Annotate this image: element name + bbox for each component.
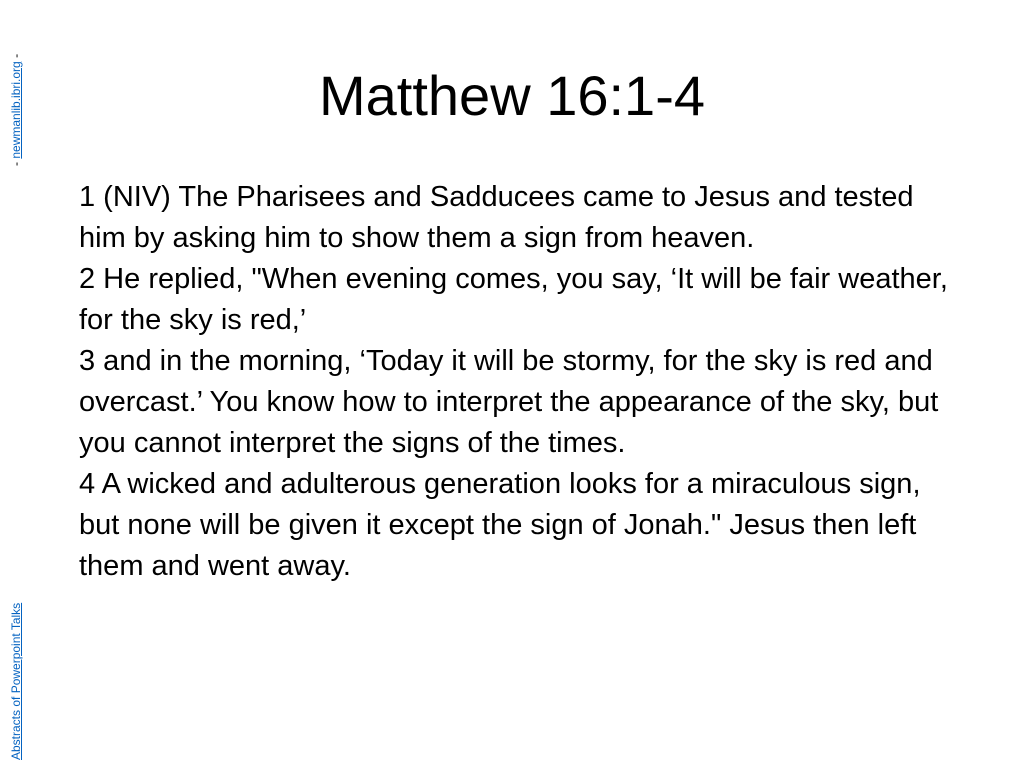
verse-2: 2 He replied, "When evening comes, you say, ‘It will be fair weather, for the sky is red,’ — [79, 263, 948, 336]
abstracts-link-rotated — [8, 603, 24, 760]
verse-4: 4 A wicked and adulterous generation looks for a miraculous sign, but none will be given it except the sign of Jonah." Jesus then left them and went away. — [79, 468, 921, 582]
verse-1: 1 (NIV) The Pharisees and Sadducees came to Jesus and tested him by asking him to show them a sign from heaven. — [79, 181, 914, 254]
slide-body — [79, 177, 959, 587]
site-link-prefix: - — [9, 158, 23, 166]
verse-3: 3 and in the morning, ‘Today it will be stormy, for the sky is red and overcast.’ You know how to interpret the appearance of the sky, but you cannot interpret the signs of the times. — [79, 345, 939, 459]
site-link[interactable]: newmanlib.ibri.org — [9, 61, 23, 159]
slide-title: Matthew 16:1-4 — [319, 64, 705, 127]
abstracts-link[interactable]: Abstracts of Powerpoint Talks — [9, 602, 23, 760]
site-link-suffix: - — [9, 53, 23, 62]
abstracts-link-vertical — [8, 585, 30, 760]
